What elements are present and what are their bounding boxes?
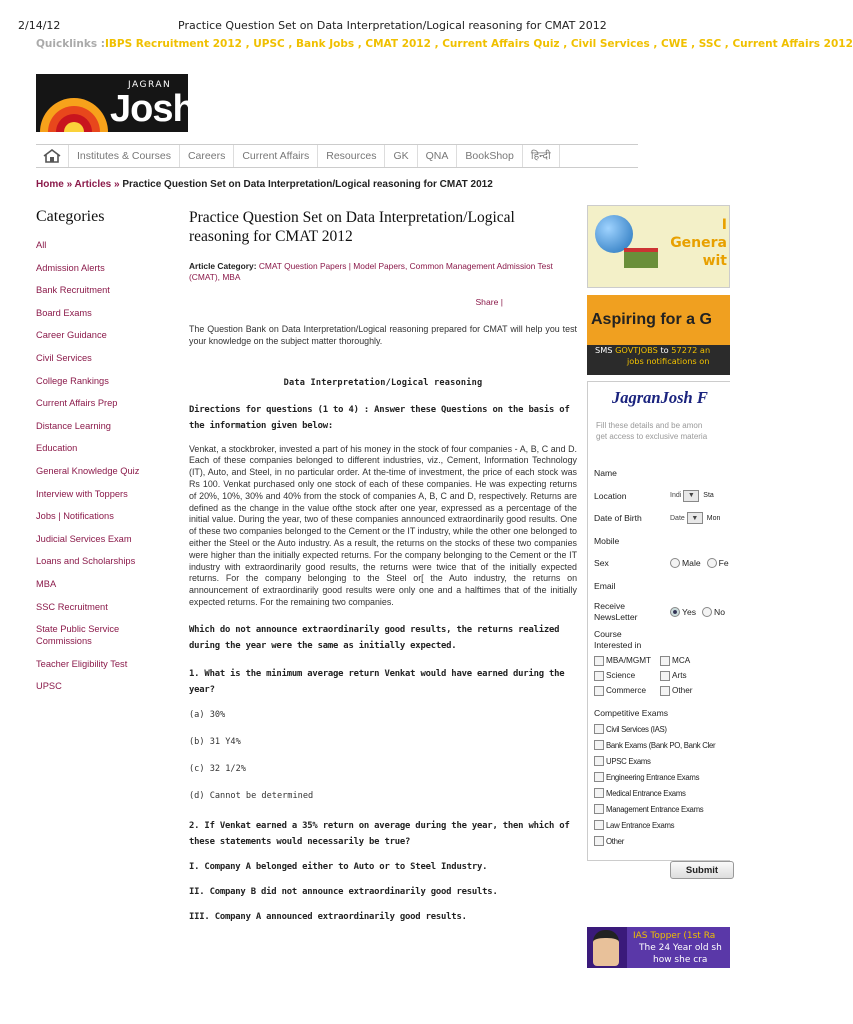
ias-ad-line2: The 24 Year old sh <box>639 943 722 953</box>
breadcrumb-sep: » <box>111 179 123 190</box>
govtjobs-line2: jobs notifications on <box>627 356 710 366</box>
male-label: Male <box>682 558 701 569</box>
question-1-option: (c) 32 1/2% <box>189 763 246 774</box>
print-title: Practice Question Set on Data Interpretation/Logical reasoning for CMAT 2012 <box>178 19 607 32</box>
exam-item <box>594 721 730 737</box>
question-2-statement: II. Company B did not announce extraordinarily good results. <box>189 886 498 897</box>
course-row <box>594 653 730 668</box>
nav-home[interactable] <box>36 145 69 167</box>
category-link[interactable]: Education <box>36 443 78 454</box>
mobile-label: Mobile <box>594 535 620 546</box>
location-select-value: Indi <box>670 492 682 500</box>
newsletter-yes-radio[interactable] <box>670 607 680 617</box>
newsletter-no-label: No <box>714 607 726 617</box>
email-label: Email <box>594 580 616 591</box>
question-2-statement: I. Company A belonged either to Auto or to Steel Industry. <box>189 861 488 872</box>
print-date: 2/14/12 <box>18 19 61 32</box>
article-category-label: Article Category: <box>189 261 259 271</box>
article-intro: The Question Bank on Data Interpretation/Logical reasoning prepared for CMAT will help you test your knowledge on the subject matter thoroughly. <box>189 324 577 346</box>
category-link[interactable]: SSC Recruitment <box>36 601 108 612</box>
article-category <box>189 261 577 282</box>
category-link[interactable]: Interview with Toppers <box>36 488 128 499</box>
course-col2 <box>660 686 692 696</box>
category-link[interactable]: Teacher Eligibility Test <box>36 658 128 669</box>
name-label: Name <box>594 468 617 479</box>
course-col2 <box>660 656 690 666</box>
ias-topper-ad[interactable] <box>587 927 730 968</box>
exam-checkbox[interactable] <box>594 756 604 766</box>
sms-prefix: SMS <box>595 345 616 355</box>
ias-ad-line3: how she cra <box>653 955 708 965</box>
logo-jagran-text: JAGRAN <box>128 80 172 90</box>
quicklinks-links[interactable]: IBPS Recruitment 2012 , UPSC , Bank Jobs , CMAT 2012 , Current Affairs Quiz , Civil Services , CWE , SSC , Current Affairs 2012 <box>104 38 853 50</box>
print-header <box>0 0 768 36</box>
breadcrumb-sep: » <box>63 179 75 190</box>
category-link[interactable]: UPSC <box>36 681 62 692</box>
dob-date-value: Date <box>670 514 685 522</box>
question-1: 1. What is the minimum average return Venkat would have earned during the year? <box>189 668 565 695</box>
category-link[interactable]: Jobs | Notifications <box>36 511 114 522</box>
submit-button[interactable]: Submit <box>670 861 734 879</box>
category-link[interactable]: Bank Recruitment <box>36 285 110 296</box>
course-checkbox[interactable] <box>594 686 604 696</box>
exam-item <box>594 785 730 801</box>
course-row <box>594 668 730 683</box>
signup-form <box>587 381 730 876</box>
topper-photo <box>593 930 619 966</box>
sms-mid: to <box>657 345 672 355</box>
category-link[interactable]: Current Affairs Prep <box>36 398 118 409</box>
exam-label: Management Entrance Exams <box>606 804 704 814</box>
directions: Directions for questions (1 to 4) : Answer these Questions on the basis of the information given below: <box>189 404 570 431</box>
dob-month[interactable]: Mon <box>706 514 721 522</box>
logo-josh-text: Josh <box>110 88 195 130</box>
form-subtitle <box>596 421 730 442</box>
category-link[interactable]: All <box>36 240 47 250</box>
sun-logo-icon <box>36 74 108 132</box>
ias-ad-line1: IAS Topper (1st Ra <box>633 931 716 941</box>
sex-row <box>594 552 730 575</box>
question-2-statement: III. Company A announced extraordinarily good results. <box>189 911 467 922</box>
sms-number: 57272 <box>671 345 698 355</box>
exam-label: Bank Exams (Bank PO, Bank Cler <box>606 740 716 750</box>
nav-qna[interactable]: QNA <box>418 145 458 167</box>
sms-post: an <box>697 345 711 355</box>
mobile-row <box>594 530 730 553</box>
form-subtitle-line2: get access to exclusive materia <box>596 431 708 441</box>
category-link[interactable]: College Rankings <box>36 375 109 386</box>
govtjobs-sms-line <box>587 345 730 356</box>
exam-checkbox[interactable] <box>594 772 604 782</box>
course-option: Other <box>672 685 693 695</box>
course-label: Course Interested in <box>594 629 642 650</box>
right-sidebar <box>587 205 730 1024</box>
sms-code: GOVTJOBS <box>615 345 658 355</box>
nav-resources[interactable]: Resources <box>318 145 385 167</box>
exam-checkbox[interactable] <box>594 724 604 734</box>
exam-label: Law Entrance Exams <box>606 820 675 830</box>
breadcrumb-articles[interactable]: Articles <box>74 179 112 190</box>
main-nav <box>36 144 638 168</box>
exams-label: Competitive Exams <box>594 708 669 718</box>
category-link[interactable]: General Knowledge Quiz <box>36 465 140 476</box>
state-label: Sta <box>703 492 714 500</box>
section-heading: Data Interpretation/Logical reasoning <box>283 377 483 388</box>
newsletter-no-radio[interactable] <box>702 607 712 617</box>
location-label: Location <box>594 490 627 501</box>
exam-checkbox[interactable] <box>594 836 604 846</box>
exam-item <box>594 833 730 849</box>
exam-label: Engineering Entrance Exams <box>606 772 700 782</box>
course-option: MCA <box>672 655 691 665</box>
newsletter-row <box>594 597 730 627</box>
dob-row <box>594 507 730 530</box>
question-1-option: (b) 31 Y4% <box>189 736 241 747</box>
sex-label: Sex <box>594 558 609 569</box>
dropdown-arrow-icon: ▼ <box>683 490 699 502</box>
course-option: Arts <box>672 670 687 680</box>
dob-label: Date of Birth <box>594 513 642 524</box>
nav-current-affairs[interactable]: Current Affairs <box>234 145 318 167</box>
course-checkbox[interactable] <box>594 671 604 681</box>
newsletter-yes-label: Yes <box>682 607 697 617</box>
passage-continuation: Which do not announce extraordinarily good results, the returns realized during the year were the same as initially expected. <box>189 624 560 651</box>
female-label: Fe <box>718 558 729 569</box>
govtjobs-banner-ad[interactable] <box>587 295 730 375</box>
course-col2 <box>660 671 687 681</box>
form-subtitle-line1: Fill these details and be amon <box>596 421 703 430</box>
category-link[interactable]: State Public Service Commissions <box>36 624 120 647</box>
location-select[interactable] <box>670 490 699 502</box>
exam-item <box>594 801 730 817</box>
breadcrumb-home[interactable]: Home <box>36 179 64 190</box>
category-link[interactable]: MBA <box>36 578 57 589</box>
exam-label: Medical Entrance Exams <box>606 788 686 798</box>
exam-item <box>594 737 730 753</box>
dob-date-select[interactable] <box>670 512 703 524</box>
category-link[interactable]: Judicial Services Exam <box>36 533 132 544</box>
name-row <box>594 462 730 485</box>
nav-hindi[interactable]: हिन्दी <box>523 145 560 167</box>
question-1-option: (a) 30% <box>189 709 226 720</box>
female-radio[interactable] <box>707 558 717 568</box>
exam-item <box>594 753 730 769</box>
course-checkbox[interactable] <box>660 686 670 696</box>
categories-title: Categories <box>36 208 105 225</box>
govtjobs-headline: Aspiring for a G <box>587 295 730 345</box>
exam-checkbox[interactable] <box>594 788 604 798</box>
categories-list <box>36 239 176 692</box>
categories-sidebar <box>36 208 176 703</box>
course-option: Science <box>606 671 636 680</box>
category-link[interactable]: Board Exams <box>36 307 92 318</box>
male-radio[interactable] <box>670 558 680 568</box>
course-row <box>594 683 730 698</box>
passage: Venkat, a stockbroker, invested a part of his money in the stock of four companies - A, B, C and D. Each of these companies belonged to different industries, viz., Cement, Information Technology (IT), Auto, and Steel, in no particular order. At the-time of investment, the price of each stock was Rs 100. Venkat purchased only one stock of each of these companies. He was expecting returns of 20%, 10%, 30% and 40% from the stock of companies A, B, C and D, respectively. Returns are defined as the change in the value ofthe stock after one year, expressed as a percentage of the initial value. During the year, two of these companies announced extraordinarily good results. One of these two companies belonged to the Cement or the IT industry, while the other one belonged to either the Steel or the Auto industry. As a result, the returns on the stocks of these two companies were higher than the initially expected returns. For the company belonging to the Cement or the IT industry with extraordinarily good results, the returns were twice that of the initially expected returns. For the company belonging to the Steel or[ the Auto industry, the returns on announcement of extraordinarily good results were only one and a halftimes that of the initially expected returns. For the remaining two companies. <box>189 443 577 607</box>
quicklinks-label: Quicklinks : <box>36 38 105 50</box>
jagran-josh-logo[interactable] <box>36 74 195 132</box>
category-link[interactable]: Loans and Scholarships <box>36 556 136 567</box>
gk-ad-text: I Genera wit <box>670 217 727 269</box>
course-checkbox[interactable] <box>660 671 670 681</box>
share-link[interactable]: Share | <box>475 297 503 307</box>
exam-label: Civil Services (IAS) <box>606 724 667 734</box>
category-link[interactable]: Distance Learning <box>36 420 111 431</box>
question-2: 2. If Venkat earned a 35% return on average during the year, then which of these statements would necessarily be true? <box>189 820 570 847</box>
home-icon <box>43 149 61 163</box>
gk-banner-ad[interactable] <box>587 205 730 288</box>
category-link[interactable]: Admission Alerts <box>36 262 105 273</box>
article-category-links[interactable]: CMAT Question Papers | Model Papers, Common Management Admission Test (CMAT), MBA <box>189 261 553 282</box>
exam-label: Other <box>606 836 624 846</box>
location-row <box>594 485 730 508</box>
article-body <box>189 208 577 937</box>
nav-institutes[interactable]: Institutes & Courses <box>69 145 180 167</box>
dropdown-arrow-icon: ▼ <box>687 512 703 524</box>
exam-checkbox[interactable] <box>594 804 604 814</box>
form-title: JagranJosh F <box>612 388 708 407</box>
nav-bookshop[interactable]: BookShop <box>457 145 522 167</box>
exam-checkbox[interactable] <box>594 820 604 830</box>
quicklinks-bar <box>36 38 853 50</box>
newsletter-label: Receive NewsLetter <box>594 601 638 622</box>
exam-label: UPSC Exams <box>606 756 651 766</box>
exams-list <box>594 721 730 849</box>
exam-checkbox[interactable] <box>594 740 604 750</box>
exam-item <box>594 769 730 785</box>
article-title: Practice Question Set on Data Interpretation/Logical reasoning for CMAT 2012 <box>189 209 515 245</box>
exam-item <box>594 817 730 833</box>
category-link[interactable]: Civil Services <box>36 352 92 363</box>
breadcrumb-current: Practice Question Set on Data Interpretation/Logical reasoning for CMAT 2012 <box>122 179 493 190</box>
course-option: Commerce <box>606 686 647 695</box>
breadcrumb <box>36 179 493 190</box>
course-option: MBA/MGMT <box>606 656 652 665</box>
ias-ad-text <box>633 930 722 966</box>
nav-gk[interactable]: GK <box>385 145 417 167</box>
question-1-option: (d) Cannot be determined <box>189 790 314 801</box>
course-checkbox[interactable] <box>594 656 604 666</box>
course-checkbox[interactable] <box>660 656 670 666</box>
email-row <box>594 575 730 598</box>
books-icon <box>624 248 658 268</box>
category-link[interactable]: Career Guidance <box>36 330 107 341</box>
nav-careers[interactable]: Careers <box>180 145 234 167</box>
